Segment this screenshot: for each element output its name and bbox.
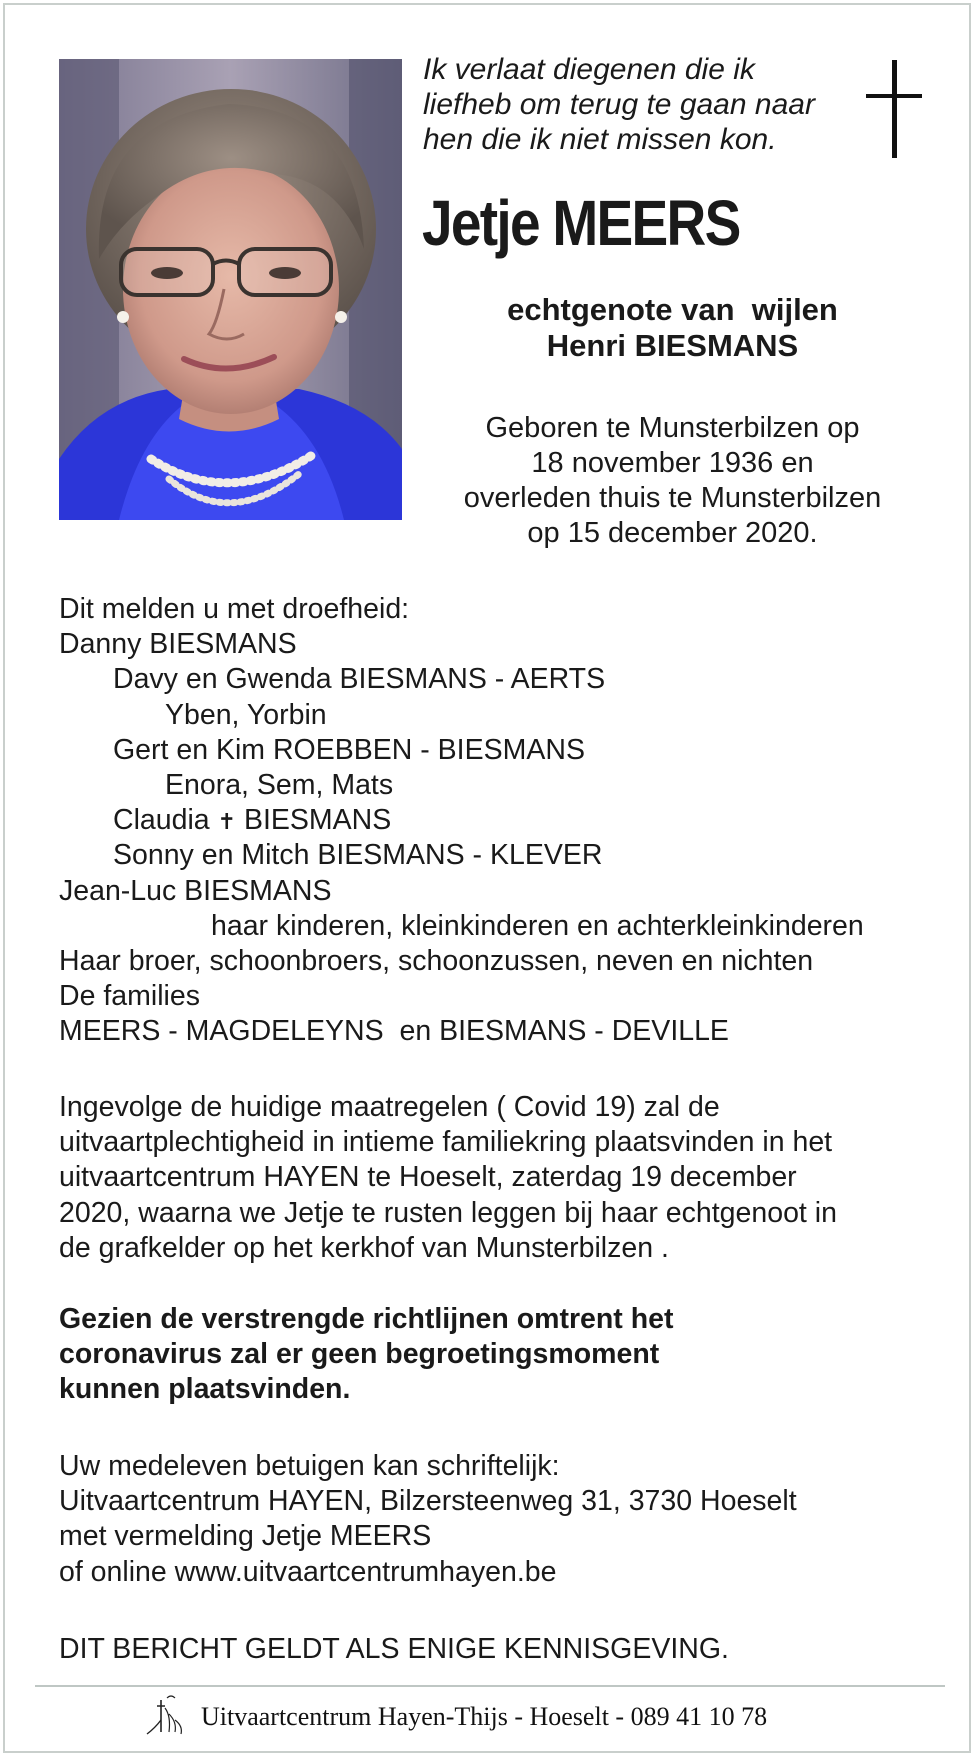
- arrangements-paragraph: [59, 1090, 939, 1266]
- paragraph-line: coronavirus zal er geen begroetingsmoment: [59, 1338, 660, 1371]
- spouse-line: echtgenote van wijlen: [507, 292, 838, 327]
- list-item: Danny BIESMANS: [59, 628, 297, 661]
- list-item: Gert en Kim ROEBBEN - BIESMANS: [113, 733, 585, 766]
- footer: [145, 1692, 925, 1740]
- list-item: [59, 803, 939, 838]
- claudia-last-name: BIESMANS: [243, 804, 392, 837]
- claudia-first-name: Claudia: [113, 804, 210, 837]
- paragraph-line: uitvaartcentrum HAYEN te Hoeselt, zaterdag 19 december: [59, 1161, 797, 1194]
- list-item: Sonny en Mitch BIESMANS - KLEVER: [113, 839, 603, 872]
- list-item: De families: [59, 980, 200, 1013]
- quote: [423, 52, 843, 157]
- portrait-photo: [59, 59, 402, 520]
- condolences-link: of online www.uitvaartcentrumhayen.be: [59, 1555, 557, 1588]
- paragraph-line: 2020, waarna we Jetje te rusten leggen bij haar echtgenoot in: [59, 1196, 837, 1229]
- birth-death-block: [420, 411, 925, 551]
- death-date: op 15 december 2020.: [527, 517, 818, 549]
- covid-notice: [59, 1302, 939, 1408]
- quote-line: liefheb om terug te gaan naar: [423, 88, 815, 121]
- footer-text: Uitvaartcentrum Hayen-Thijs - Hoeselt - 089 41 10 78: [201, 1702, 768, 1731]
- list-item: Haar broer, schoonbroers, schoonzussen, neven en nichten: [59, 944, 814, 977]
- spouse-name: Henri BIESMANS: [546, 328, 799, 363]
- list-item: Davy en Gwenda BIESMANS - AERTS: [113, 663, 606, 696]
- small-cross-icon: ✝: [217, 809, 237, 835]
- quote-line: Ik verlaat diegenen die ik: [423, 53, 755, 86]
- deceased-name: Jetje MEERS: [422, 187, 740, 259]
- funeral-home-logo-icon: [145, 1692, 189, 1738]
- family-intro: Dit melden u met droefheid:: [59, 593, 410, 625]
- list-item: MEERS - MAGDELEYNS en BIESMANS - DEVILLE: [59, 1015, 729, 1048]
- cross-icon: [866, 60, 922, 160]
- list-item: haar kinderen, kleinkinderen en achterkleinkinderen: [211, 909, 864, 942]
- final-notice: DIT BERICHT GELDT ALS ENIGE KENNISGEVING.: [59, 1633, 729, 1665]
- paragraph-line: de grafkelder op het kerkhof van Munsterbilzen .: [59, 1231, 669, 1264]
- list-item: Jean-Luc BIESMANS: [59, 874, 332, 907]
- divider: [35, 1685, 945, 1687]
- birth-date: 18 november 1936 en: [531, 447, 814, 479]
- family-list: [59, 592, 939, 1049]
- paragraph-line: met vermelding Jetje MEERS: [59, 1520, 432, 1553]
- paragraph-line: Uw medeleven betuigen kan schriftelijk:: [59, 1450, 560, 1482]
- paragraph-line: uitvaartplechtigheid in intieme familiekring plaatsvinden in het: [59, 1126, 833, 1159]
- list-item: Enora, Sem, Mats: [165, 768, 394, 801]
- paragraph-line: Uitvaartcentrum HAYEN, Bilzersteenweg 31, 3730 Hoeselt: [59, 1485, 797, 1518]
- paragraph-line: kunnen plaatsvinden.: [59, 1373, 351, 1406]
- list-item: Yben, Yorbin: [165, 698, 327, 731]
- paragraph-line: Gezien de verstrengde richtlijnen omtrent het: [59, 1303, 674, 1335]
- condolences-paragraph: [59, 1449, 939, 1590]
- paragraph-line: Ingevolge de huidige maatregelen ( Covid 19) zal de: [59, 1091, 720, 1123]
- birth-line: Geboren te Munsterbilzen op: [485, 412, 860, 444]
- quote-line: hen die ik niet missen kon.: [423, 123, 777, 156]
- death-line: overleden thuis te Munsterbilzen: [463, 482, 882, 514]
- spouse-block: [420, 292, 925, 364]
